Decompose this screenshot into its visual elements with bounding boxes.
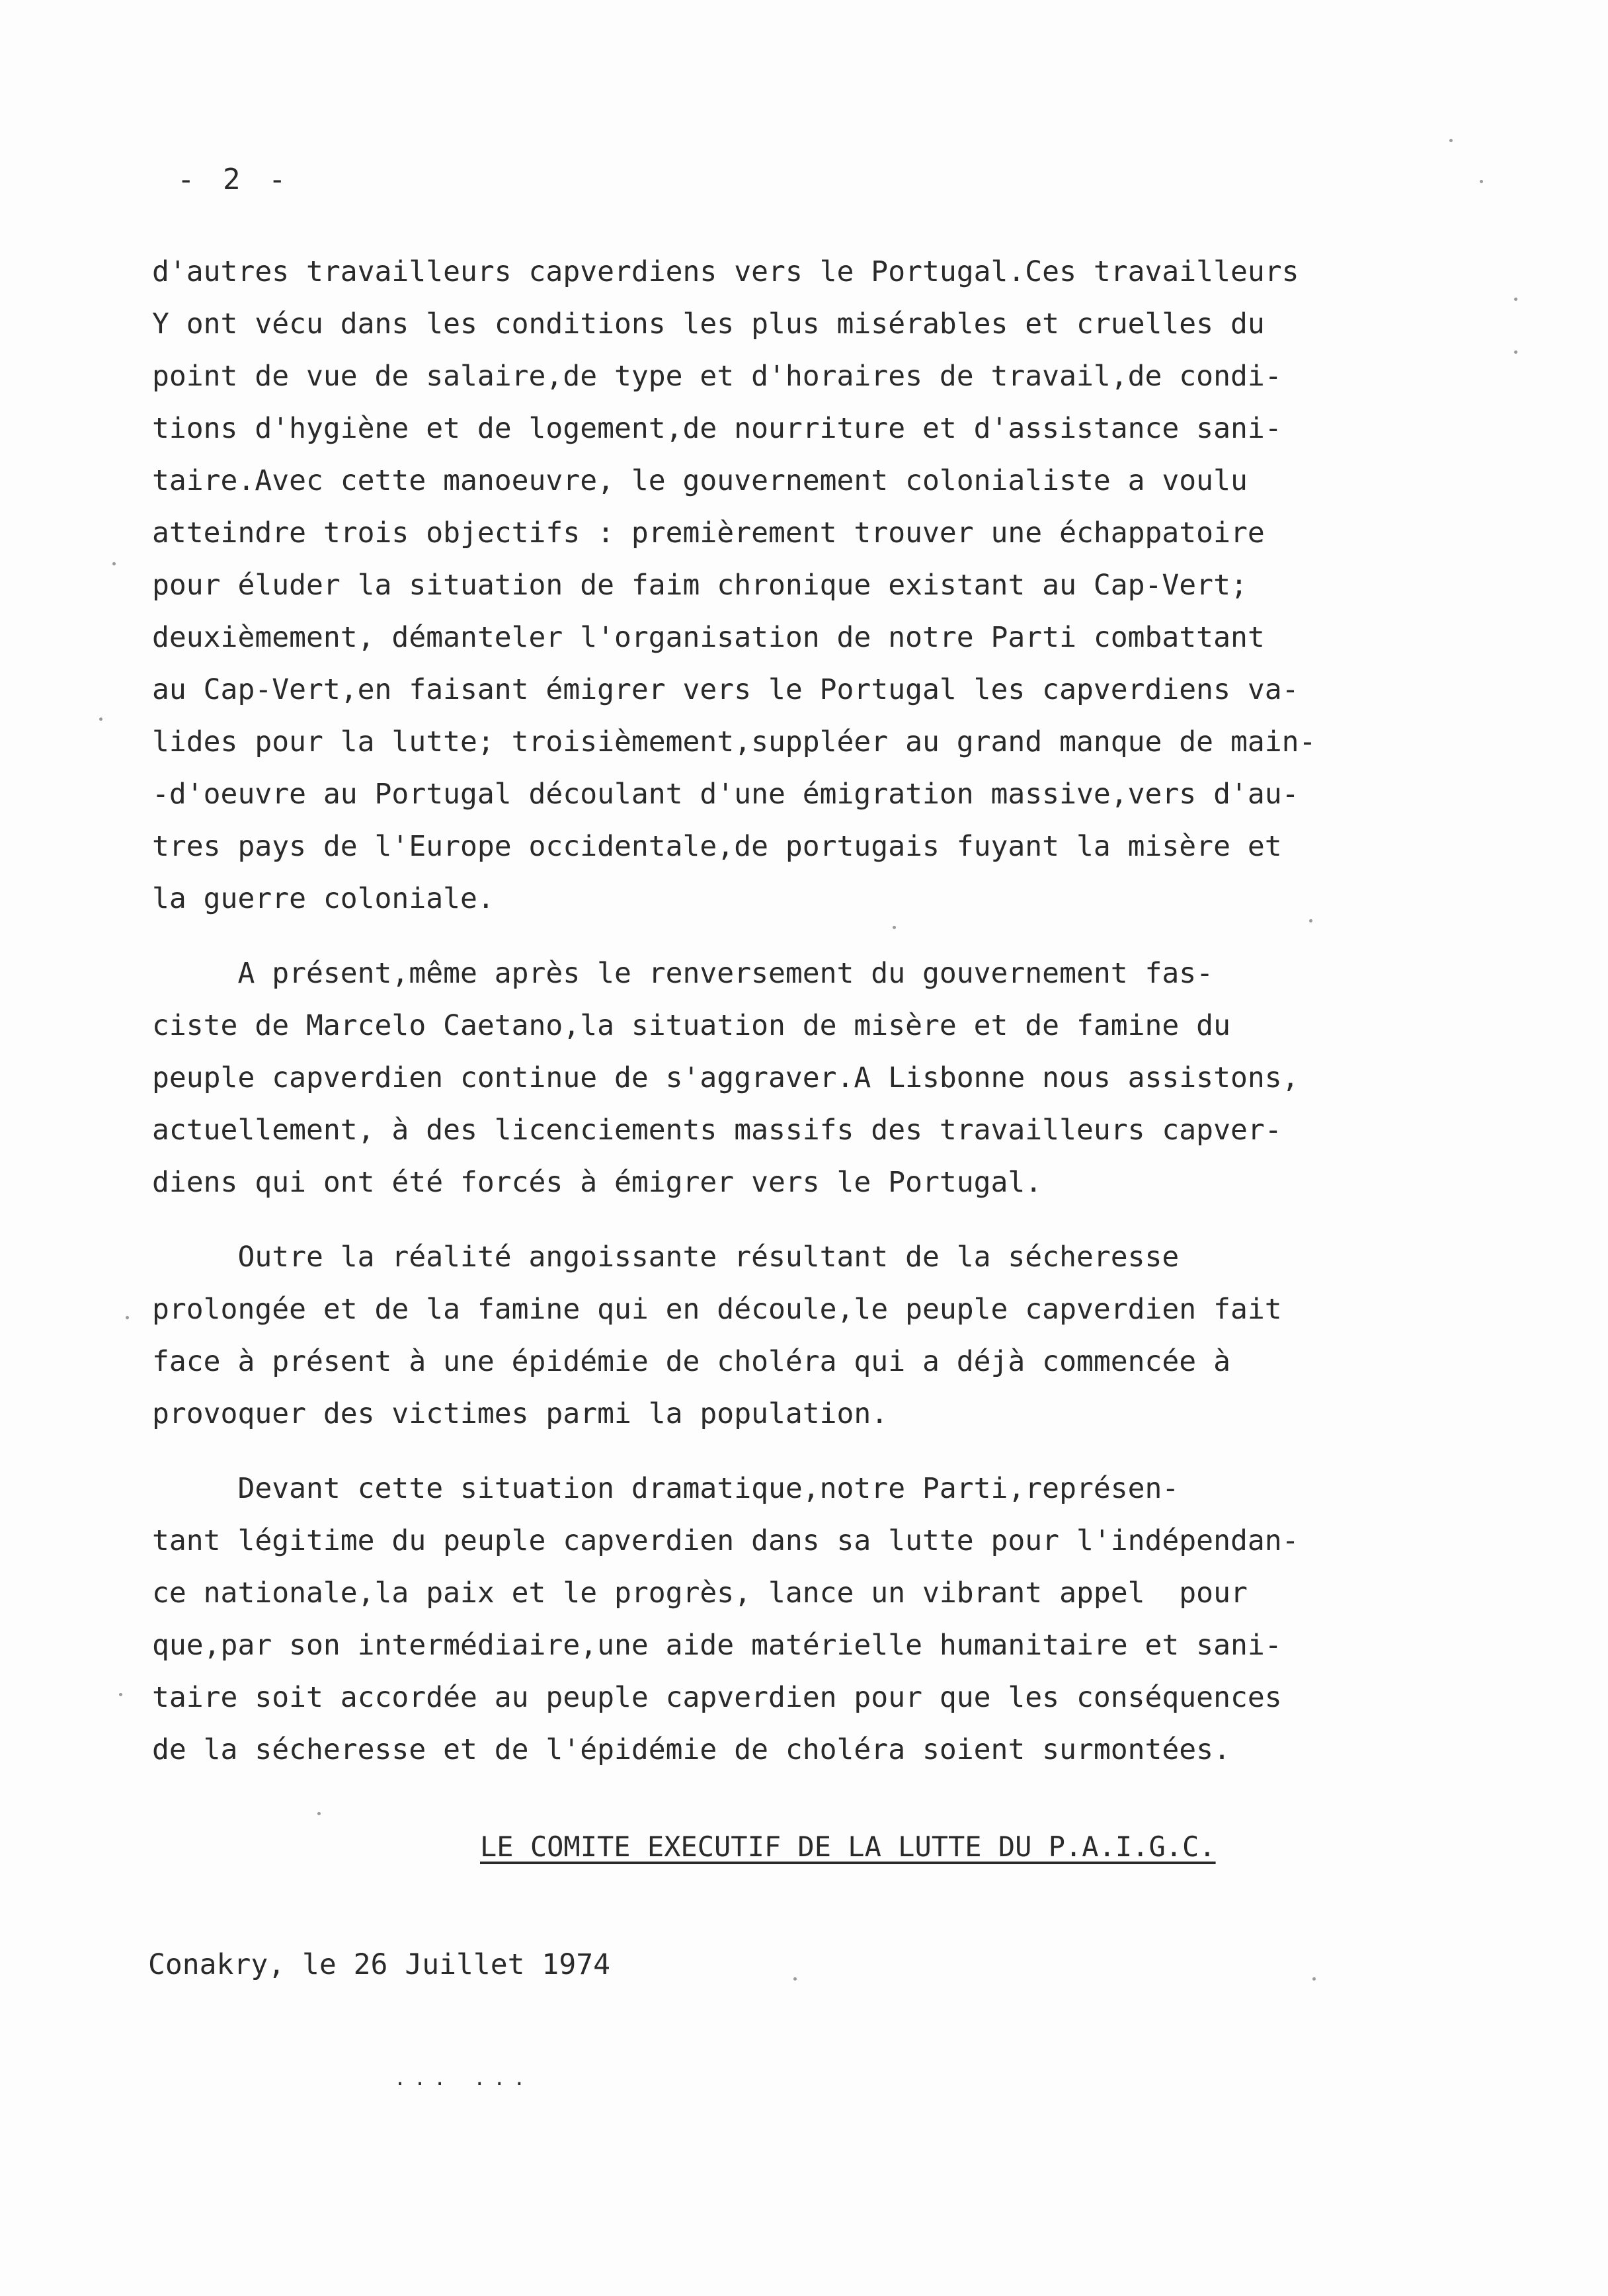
- paragraph-cholera: [152, 1231, 1474, 1440]
- scan-speck: [893, 926, 896, 929]
- paragraph-emigration: [152, 246, 1474, 925]
- scan-speck: [1449, 139, 1453, 142]
- text-line: ciste de Marcelo Caetano,la situation de misère et de famine du: [152, 1009, 1230, 1042]
- text-line: que,par son intermédiaire,une aide matérielle humanitaire et sani-: [152, 1629, 1282, 1662]
- text-line: provoquer des victimes parmi la population.: [152, 1397, 889, 1430]
- scan-speck: [126, 1316, 129, 1319]
- scan-speck: [1514, 298, 1517, 301]
- text-line: au Cap-Vert,en faisant émigrer vers le Portugal les capverdiens va-: [152, 673, 1299, 706]
- scan-speck: [112, 562, 116, 565]
- closing-marks: ... ...: [394, 2067, 534, 2090]
- paragraph-appeal: [152, 1463, 1474, 1776]
- text-line: taire soit accordée au peuple capverdien pour que les conséquences: [152, 1681, 1282, 1714]
- text-line: tant légitime du peuple capverdien dans sa lutte pour l'indépendan-: [152, 1524, 1299, 1557]
- signature-line: LE COMITE EXECUTIF DE LA LUTTE DU P.A.I.G.C.: [480, 1830, 1216, 1863]
- text-line: A présent,même après le renversement du gouvernement fas-: [152, 957, 1214, 990]
- scan-speck: [1514, 350, 1517, 354]
- text-line: point de vue de salaire,de type et d'horaires de travail,de condi-: [152, 360, 1282, 393]
- paragraph-present-situation: [152, 948, 1474, 1209]
- letter-body: [152, 246, 1474, 1776]
- text-line: tres pays de l'Europe occidentale,de portugais fuyant la misère et: [152, 830, 1282, 863]
- text-line: Outre la réalité angoissante résultant de la sécheresse: [152, 1241, 1180, 1274]
- text-line: actuellement, à des licenciements massifs des travailleurs capver-: [152, 1114, 1282, 1147]
- scan-speck: [119, 1693, 122, 1696]
- scan-speck: [1309, 919, 1312, 922]
- text-line: Y ont vécu dans les conditions les plus misérables et cruelles du: [152, 308, 1265, 341]
- text-line: peuple capverdien continue de s'aggraver.A Lisbonne nous assistons,: [152, 1061, 1299, 1094]
- text-line: tions d'hygiène et de logement,de nourriture et d'assistance sani-: [152, 412, 1282, 445]
- text-line: diens qui ont été forcés à émigrer vers le Portugal.: [152, 1166, 1043, 1199]
- text-line: taire.Avec cette manoeuvre, le gouvernement colonialiste a voulu: [152, 464, 1248, 497]
- text-line: Devant cette situation dramatique,notre Parti,représen-: [152, 1472, 1180, 1505]
- scan-speck: [1480, 180, 1483, 183]
- text-line: lides pour la lutte; troisièmement,suppléer au grand manque de main-: [152, 725, 1316, 758]
- scan-speck: [793, 1977, 797, 1981]
- scan-speck: [1312, 1977, 1316, 1981]
- text-line: pour éluder la situation de faim chronique existant au Cap-Vert;: [152, 569, 1248, 602]
- text-line: la guerre coloniale.: [152, 882, 495, 915]
- page-number: - 2 -: [177, 163, 292, 196]
- place-date-line: Conakry, le 26 Juillet 1974: [148, 1948, 610, 1981]
- text-line: deuxièmement, démanteler l'organisation de notre Parti combattant: [152, 621, 1265, 654]
- scan-speck: [317, 1812, 321, 1815]
- text-line: d'autres travailleurs capverdiens vers le Portugal.Ces travailleurs: [152, 255, 1299, 288]
- scan-speck: [99, 718, 102, 721]
- text-line: -d'oeuvre au Portugal découlant d'une émigration massive,vers d'au-: [152, 778, 1299, 811]
- text-line: de la sécheresse et de l'épidémie de choléra soient surmontées.: [152, 1733, 1230, 1766]
- text-line: prolongée et de la famine qui en découle,le peuple capverdien fait: [152, 1293, 1282, 1326]
- text-line: atteindre trois objectifs : premièrement trouver une échappatoire: [152, 516, 1265, 550]
- text-line: ce nationale,la paix et le progrès, lance un vibrant appel pour: [152, 1577, 1248, 1610]
- text-line: face à présent à une épidémie de choléra qui a déjà commencée à: [152, 1345, 1230, 1378]
